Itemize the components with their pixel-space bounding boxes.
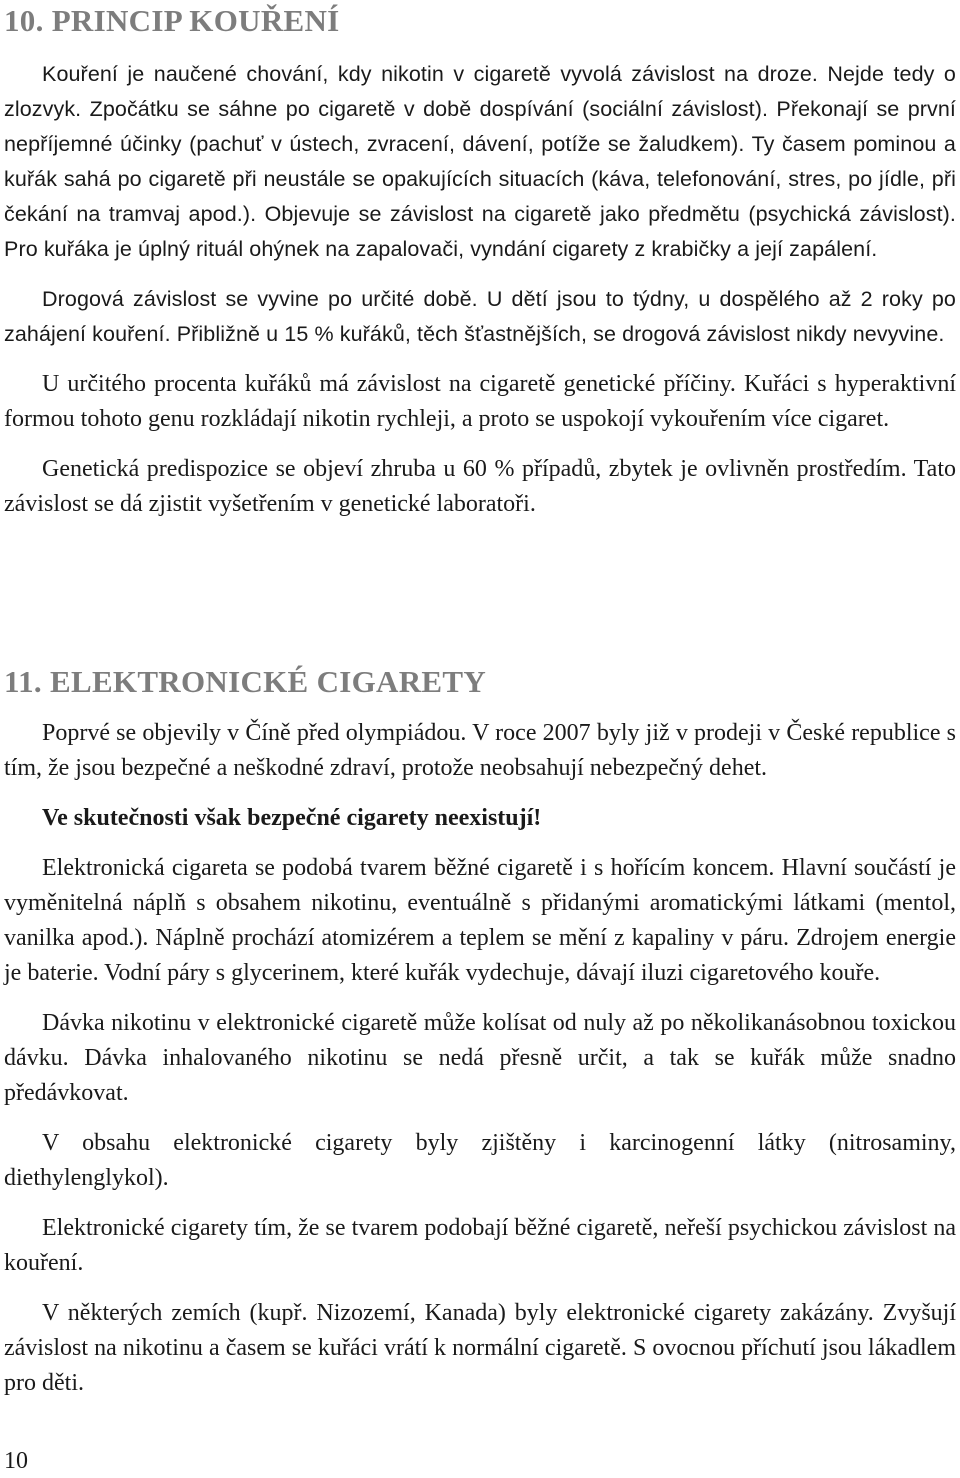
paragraph: V některých zemích (kupř. Nizozemí, Kanada) byly elektronické cigarety zakázány. Zvyšují závislost na nikotinu a časem se kuřáci vrátí k normální cigaretě. S ovocnou příchutí jsou lákadlem pro děti. xyxy=(4,1300,956,1396)
paragraph: Drogová závislost se vyvine po určité době. U dětí jsou to týdny, u dospělého až 2 roky po zahájení kouření. Přibližně u 15 % kuřáků, těch šťastnějších, se drogová závislost nikdy nevyvine. xyxy=(4,287,956,346)
section-principle-of-smoking xyxy=(4,57,956,537)
section-heading-principle-of-smoking: 10. PRINCIP KOUŘENÍ xyxy=(4,3,340,38)
paragraph: Poprvé se objevily v Číně před olympiádou. V roce 2007 byly již v prodeji v České republice s tím, že jsou bezpečné a neškodné zdraví, protože neobsahují nebezpečný dehet. xyxy=(4,720,956,781)
paragraph: Genetická predispozice se objeví zhruba u 60 % případů, zbytek je ovlivněn prostředím. Tato závislost se dá zjistit vyšetřením v genetické laboratoři. xyxy=(4,456,956,517)
paragraph: Kouření je naučené chování, kdy nikotin v cigaretě vyvolá závislost na droze. Nejde tedy o zlozvyk. Zpočátku se sáhne po cigaretě v době dospívání (sociální závislost). Překonají se první nepříjemné účinky (pachuť v ústech, zvracení, dávení, potíže se žaludkem). Ty časem pominou a kuřák sahá po cigaretě při neustále se opakujících situacích (káva, telefonování, stres, po jídle, při čekání na tramvaj apod.). Objevuje se závislost na cigaretě jako předmětu (psychická závislost). Pro kuřáka je úplný rituál ohýnek na zapalovači, vyndání cigarety z krabičky a její zapálení. xyxy=(4,62,956,261)
paragraph: Dávka nikotinu v elektronické cigaretě může kolísat od nuly až po několikanásobnou toxickou dávku. Dávka inhalovaného nikotinu se nedá přesně určit, a tak se kuřák může snadno předávkovat. xyxy=(4,1010,956,1106)
paragraph: V obsahu elektronické cigarety byly zjištěny i karcinogenní látky (nitrosaminy, diethylenglykol). xyxy=(4,1130,956,1191)
paragraph: U určitého procenta kuřáků má závislost na cigaretě genetické příčiny. Kuřáci s hyperaktivní formou tohoto genu rozkládají nikotin rychleji, a proto se uspokojí vykouřením více cigaret. xyxy=(4,371,956,432)
paragraph: Elektronické cigarety tím, že se tvarem podobají běžné cigaretě, neřeší psychickou závislost na kouření. xyxy=(4,1215,956,1276)
emphasis-paragraph: Ve skutečnosti však bezpečné cigarety neexistují! xyxy=(42,805,542,831)
section-electronic-cigarettes xyxy=(4,716,956,1416)
paragraph: Elektronická cigareta se podobá tvarem běžné cigaretě i s hořícím koncem. Hlavní součástí je vyměnitelná náplň s obsahem nikotinu, eventuálně s přidanými aromatickými látkami (mentol, vanilka apod.). Náplně prochází atomizérem a teplem se mění z kapaliny v páru. Zdrojem energie je baterie. Vodní páry s glycerinem, které kuřák vydechuje, dávají iluzi cigaretového kouře. xyxy=(4,855,956,986)
section-heading-electronic-cigarettes: 11. ELEKTRONICKÉ CIGARETY xyxy=(4,664,487,699)
page-number: 10 xyxy=(4,1448,28,1474)
